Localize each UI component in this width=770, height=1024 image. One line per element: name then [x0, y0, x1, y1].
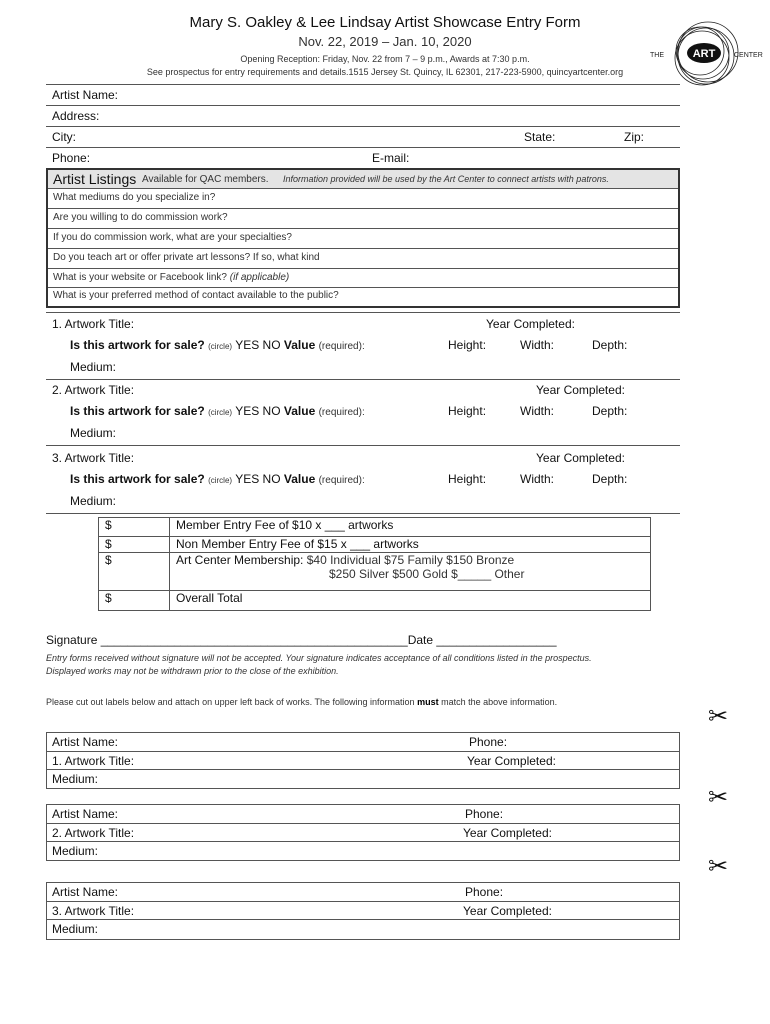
membership-label: Art Center Membership:: [176, 553, 304, 567]
artwork-1-depth[interactable]: Depth:: [592, 338, 628, 352]
artwork-2-height[interactable]: Height:: [448, 404, 487, 418]
artwork-1-section: [46, 312, 680, 380]
artwork-1-title-field[interactable]: 1. Artwork Title:: [52, 317, 135, 331]
svg-text:CENTER: CENTER: [734, 52, 763, 59]
svg-text:THE: THE: [650, 52, 664, 59]
artwork-2-depth[interactable]: Depth:: [592, 404, 628, 418]
fee-nonmember-label: Non Member Entry Fee of $15 x ___ artworks: [170, 537, 651, 553]
label-2-artist[interactable]: Artist Name:: [52, 807, 119, 821]
listings-note: Information provided will be used by the Art Center to connect artists with patrons.: [283, 174, 609, 184]
phone-field[interactable]: Phone:: [52, 151, 91, 165]
fee-total-amount[interactable]: $: [99, 591, 170, 611]
fee-table: [98, 517, 651, 611]
zip-field[interactable]: Zip:: [624, 130, 645, 144]
art-center-logo: [648, 18, 763, 90]
fee-nonmember-amount[interactable]: $: [99, 537, 170, 553]
label-1-title[interactable]: 1. Artwork Title:: [52, 754, 135, 768]
scissors-icon: ✂: [708, 784, 729, 811]
reception-info: Opening Reception: Friday, Nov. 22 from 7 – 9 p.m., Awards at 7:30 p.m.: [240, 54, 530, 64]
artwork-3-medium[interactable]: Medium:: [70, 494, 117, 508]
artwork-2-medium[interactable]: Medium:: [70, 426, 117, 440]
scissors-icon: ✂: [708, 853, 729, 880]
listing-q-contact[interactable]: What is your preferred method of contact available to the public?: [53, 290, 339, 301]
artwork-3-depth[interactable]: Depth:: [592, 472, 628, 486]
label-3-title[interactable]: 3. Artwork Title:: [52, 904, 135, 918]
fee-total-label: Overall Total: [170, 591, 651, 611]
signature-date-line[interactable]: Signature ______________________________________________Date __________________: [46, 633, 557, 647]
city-field[interactable]: City:: [52, 130, 76, 144]
artwork-3-year-field[interactable]: Year Completed:: [536, 451, 625, 465]
label-3-year[interactable]: Year Completed:: [463, 904, 552, 918]
state-field[interactable]: State:: [524, 130, 556, 144]
label-1-artist[interactable]: Artist Name:: [52, 735, 119, 749]
signature-note-1: Entry forms received without signature will not be accepted. Your signature indicates acceptance of all conditions listed in the prospectus.: [46, 653, 592, 663]
cutout-label-1: [46, 732, 680, 789]
artwork-1-year-field[interactable]: Year Completed:: [486, 317, 575, 331]
cutout-instructions: Please cut out labels below and attach on upper left back of works. The following information must match the above information.: [46, 697, 558, 707]
listings-title: Artist Listings: [53, 171, 137, 187]
label-3-artist[interactable]: Artist Name:: [52, 885, 119, 899]
artwork-2-year-field[interactable]: Year Completed:: [536, 383, 625, 397]
membership-levels-row2[interactable]: $250 Silver $500 Gold $_____ Other: [329, 567, 525, 581]
cutout-label-2: [46, 804, 680, 861]
address-field[interactable]: Address:: [52, 109, 100, 123]
listing-q-mediums[interactable]: What mediums do you specialize in?: [53, 192, 216, 203]
listing-q-lessons[interactable]: Do you teach art or offer private art lessons? If so, what kind: [53, 252, 320, 263]
artist-info-section: [46, 84, 680, 168]
artwork-1-width[interactable]: Width:: [520, 338, 555, 352]
signature-note-2: Displayed works may not be withdrawn prior to the close of the exhibition.: [46, 666, 339, 676]
artwork-1-forsale[interactable]: Is this artwork for sale? (circle) YES NO Value (required):: [70, 338, 365, 352]
label-2-title[interactable]: 2. Artwork Title:: [52, 826, 135, 840]
label-1-year[interactable]: Year Completed:: [467, 754, 556, 768]
label-2-medium[interactable]: Medium:: [52, 844, 99, 858]
label-3-medium[interactable]: Medium:: [52, 922, 99, 936]
artwork-3-title-field[interactable]: 3. Artwork Title:: [52, 451, 135, 465]
artwork-3-height[interactable]: Height:: [448, 472, 487, 486]
artwork-1-medium[interactable]: Medium:: [70, 360, 117, 374]
exhibit-dates: Nov. 22, 2019 – Jan. 10, 2020: [298, 34, 472, 49]
fee-membership-options: [170, 553, 651, 591]
cutout-label-3: [46, 882, 680, 940]
listing-q-website[interactable]: What is your website or Facebook link? (if applicable): [53, 272, 290, 283]
listings-subtitle: Available for QAC members.: [142, 174, 269, 185]
label-2-year[interactable]: Year Completed:: [463, 826, 552, 840]
artwork-2-width[interactable]: Width:: [520, 404, 555, 418]
label-3-phone[interactable]: Phone:: [465, 885, 504, 899]
form-title: Mary S. Oakley & Lee Lindsay Artist Showcase Entry Form: [189, 14, 581, 31]
label-1-phone[interactable]: Phone:: [469, 735, 508, 749]
email-field[interactable]: E-mail:: [372, 151, 410, 165]
listing-q-commission[interactable]: Are you willing to do commission work?: [53, 212, 228, 223]
prospectus-info: See prospectus for entry requirements and details.1515 Jersey St. Quincy, IL 62301, 217-223-5900, quincyartcenter.org: [146, 67, 624, 77]
artwork-1-height[interactable]: Height:: [448, 338, 487, 352]
membership-levels-row1[interactable]: $40 Individual $75 Family $150 Bronze: [306, 553, 515, 567]
artwork-3-forsale[interactable]: Is this artwork for sale? (circle) YES NO Value (required):: [70, 472, 365, 486]
svg-text:ART: ART: [692, 48, 716, 60]
listing-q-specialties[interactable]: If you do commission work, what are your specialties?: [53, 232, 292, 243]
artwork-2-forsale[interactable]: Is this artwork for sale? (circle) YES NO Value (required):: [70, 404, 365, 418]
fee-member-amount[interactable]: $: [99, 518, 170, 537]
artist-name-field[interactable]: Artist Name:: [52, 88, 119, 102]
artist-listings-section: [46, 168, 680, 308]
scissors-icon: ✂: [708, 703, 729, 730]
fee-membership-amount[interactable]: $: [99, 553, 170, 591]
artwork-3-section: [46, 447, 680, 514]
label-1-medium[interactable]: Medium:: [52, 772, 99, 786]
artwork-3-width[interactable]: Width:: [520, 472, 555, 486]
label-2-phone[interactable]: Phone:: [465, 807, 504, 821]
artwork-2-title-field[interactable]: 2. Artwork Title:: [52, 383, 135, 397]
artwork-2-section: [46, 379, 680, 446]
fee-member-label: Member Entry Fee of $10 x ___ artworks: [170, 518, 651, 537]
